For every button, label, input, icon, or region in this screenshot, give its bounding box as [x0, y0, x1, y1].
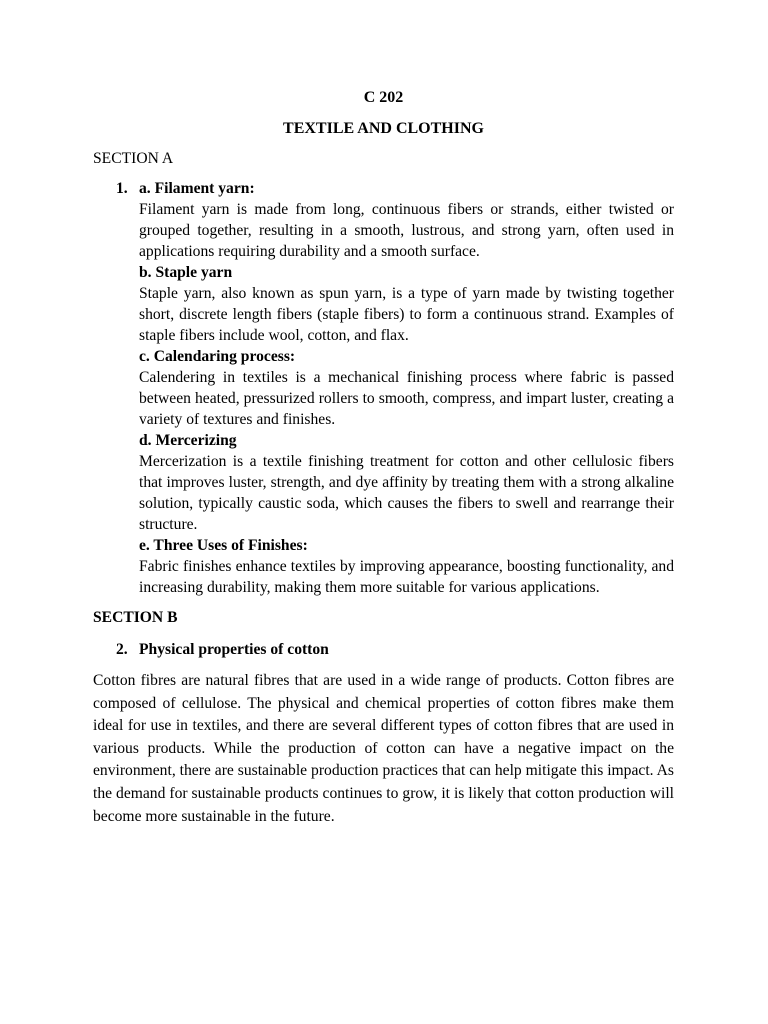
document-page — [93, 86, 674, 828]
cotton-paragraph: Cotton fibres are natural fibres that are used in a wide range of products. Cotton fibres are composed of cellulose. The physical and chemical properties of cotton fibres make them ideal for use in textiles, and there are several different types of cotton fibres that are used in various products. While the production of cotton can have a negative impact on the environment, there are sustainable production practices that can help mitigate this impact. As the demand for sustainable products continues to grow, it is likely that cotton production will become more sustainable in the future. — [93, 672, 674, 825]
section-b-heading: SECTION B — [93, 609, 178, 626]
item-a-heading: a. Filament yarn: — [139, 180, 255, 197]
item-b-heading: b. Staple yarn — [139, 264, 233, 281]
item-e-heading: e. Three Uses of Finishes: — [139, 537, 308, 554]
document-title: TEXTILE AND CLOTHING — [283, 120, 484, 137]
question-1 — [93, 178, 674, 598]
question-2 — [93, 639, 674, 660]
section-a-heading: SECTION A — [93, 150, 174, 167]
item-a-text: Filament yarn is made from long, continuous fibers or strands, either twisted or grouped together, resulting in a smooth, lustrous, and strong yarn, often used in applications requiring durability and a smooth surface. — [139, 201, 674, 260]
question-2-number: 2. — [116, 641, 128, 658]
item-d-heading: d. Mercerizing — [139, 432, 237, 449]
item-e-text: Fabric finishes enhance textiles by improving appearance, boosting functionality, and increasing durability, making them more suitable for various applications. — [139, 558, 674, 596]
course-code: C 202 — [363, 89, 404, 106]
item-c-text: Calendering in textiles is a mechanical finishing process where fabric is passed between heated, pressurized rollers to smooth, compress, and impart luster, creating a variety of textures and finishes. — [139, 369, 674, 428]
question-2-heading: Physical properties of cotton — [139, 641, 329, 658]
item-d-text: Mercerization is a textile finishing treatment for cotton and other cellulosic fibers that improves luster, strength, and dye affinity by treating them with a strong alkaline solution, typically caustic soda, which causes the fibers to swell and rearrange their structure. — [139, 453, 674, 533]
item-c-heading: c. Calendaring process: — [139, 348, 296, 365]
question-1-number: 1. — [116, 180, 128, 197]
item-b-text: Staple yarn, also known as spun yarn, is a type of yarn made by twisting together short, discrete length fibers (staple fibers) to form a continuous strand. Examples of staple fibers include wool, cotton, and flax. — [139, 285, 674, 344]
